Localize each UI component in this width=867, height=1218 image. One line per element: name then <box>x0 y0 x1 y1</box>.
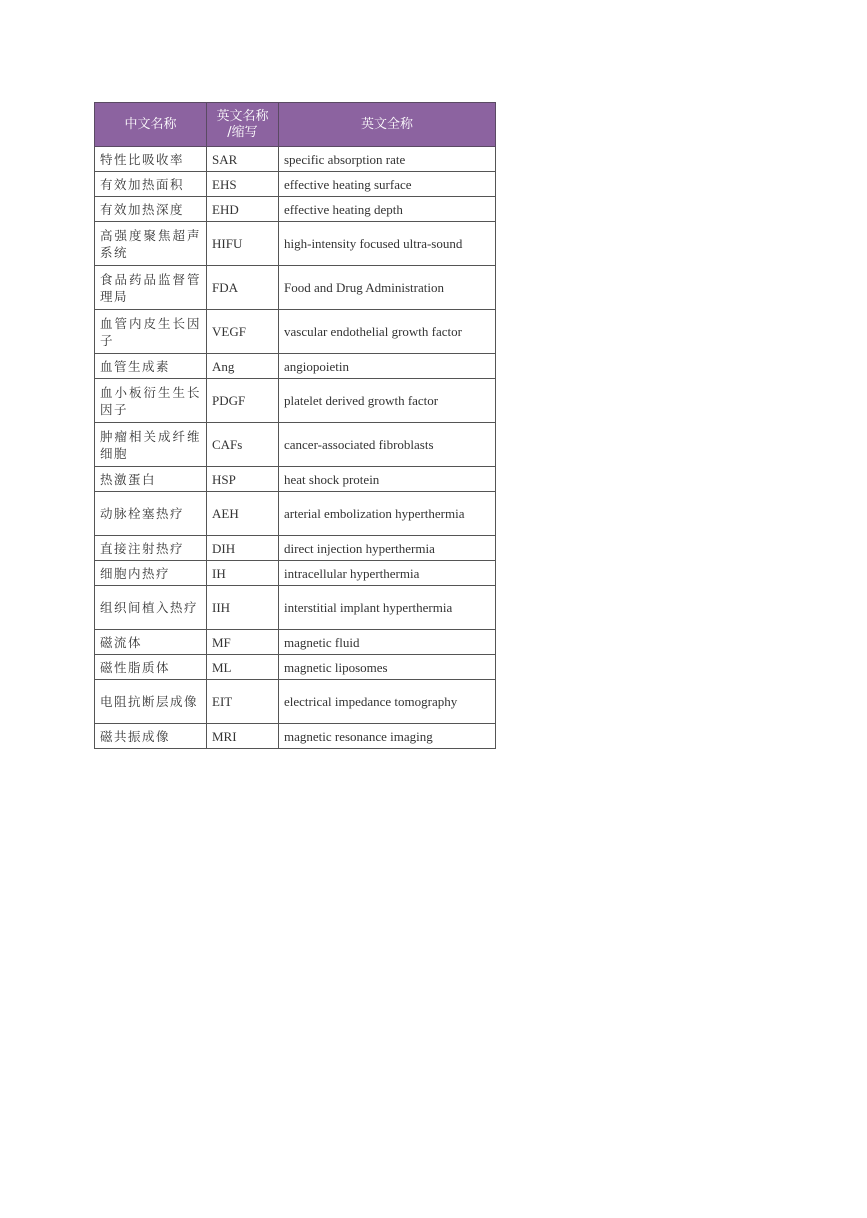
cell-abbreviation: HSP <box>207 467 279 492</box>
cell-chinese-name: 动脉栓塞热疗 <box>95 492 207 536</box>
table-row <box>95 310 496 354</box>
cell-chinese-name: 磁流体 <box>95 630 207 655</box>
cell-english-full: specific absorption rate <box>279 147 496 172</box>
table-row <box>95 680 496 724</box>
cell-chinese-name: 组织间植入热疗 <box>95 586 207 630</box>
cell-chinese-name: 血小板衍生生长因子 <box>95 379 207 423</box>
cell-abbreviation: EHD <box>207 197 279 222</box>
cell-chinese-name: 电阻抗断层成像 <box>95 680 207 724</box>
cell-english-full: effective heating depth <box>279 197 496 222</box>
header-chinese-name: 中文名称 <box>95 103 207 147</box>
cell-english-full: intracellular hyperthermia <box>279 561 496 586</box>
header-english-abbr <box>207 103 279 147</box>
cell-chinese-name: 直接注射热疗 <box>95 536 207 561</box>
cell-abbreviation: FDA <box>207 266 279 310</box>
cell-abbreviation: PDGF <box>207 379 279 423</box>
cell-chinese-name: 细胞内热疗 <box>95 561 207 586</box>
table-row <box>95 423 496 467</box>
cell-english-full: magnetic liposomes <box>279 655 496 680</box>
cell-chinese-name: 高强度聚焦超声系统 <box>95 222 207 266</box>
cell-english-full: direct injection hyperthermia <box>279 536 496 561</box>
header-english-full: 英文全称 <box>279 103 496 147</box>
table-row <box>95 467 496 492</box>
table-row <box>95 724 496 749</box>
cell-english-full: heat shock protein <box>279 467 496 492</box>
cell-abbreviation: MF <box>207 630 279 655</box>
table-row <box>95 379 496 423</box>
cell-abbreviation: HIFU <box>207 222 279 266</box>
table-row <box>95 197 496 222</box>
cell-english-full: arterial embolization hyperthermia <box>279 492 496 536</box>
cell-english-full: angiopoietin <box>279 354 496 379</box>
abbreviation-table <box>94 102 496 749</box>
cell-english-full: vascular endothelial growth factor <box>279 310 496 354</box>
cell-chinese-name: 有效加热深度 <box>95 197 207 222</box>
table-row <box>95 222 496 266</box>
cell-abbreviation: AEH <box>207 492 279 536</box>
cell-chinese-name: 肿瘤相关成纤维细胞 <box>95 423 207 467</box>
cell-chinese-name: 特性比吸收率 <box>95 147 207 172</box>
cell-english-full: magnetic fluid <box>279 630 496 655</box>
table-row <box>95 630 496 655</box>
table-row <box>95 492 496 536</box>
table-header-row <box>95 103 496 147</box>
cell-abbreviation: Ang <box>207 354 279 379</box>
cell-english-full: electrical impedance tomography <box>279 680 496 724</box>
table-row <box>95 561 496 586</box>
table-row <box>95 536 496 561</box>
cell-chinese-name: 血管内皮生长因子 <box>95 310 207 354</box>
table-row <box>95 655 496 680</box>
header-english-abbr-line2: /缩写 <box>227 124 258 140</box>
cell-chinese-name: 有效加热面积 <box>95 172 207 197</box>
cell-english-full: cancer-associated fibroblasts <box>279 423 496 467</box>
cell-english-full: Food and Drug Administration <box>279 266 496 310</box>
cell-english-full: magnetic resonance imaging <box>279 724 496 749</box>
cell-english-full: platelet derived growth factor <box>279 379 496 423</box>
cell-abbreviation: ML <box>207 655 279 680</box>
cell-english-full: interstitial implant hyperthermia <box>279 586 496 630</box>
cell-abbreviation: MRI <box>207 724 279 749</box>
cell-chinese-name: 磁性脂质体 <box>95 655 207 680</box>
cell-english-full: effective heating surface <box>279 172 496 197</box>
table-row <box>95 266 496 310</box>
cell-abbreviation: SAR <box>207 147 279 172</box>
cell-abbreviation: VEGF <box>207 310 279 354</box>
cell-chinese-name: 血管生成素 <box>95 354 207 379</box>
cell-abbreviation: EIT <box>207 680 279 724</box>
cell-abbreviation: IH <box>207 561 279 586</box>
table-row <box>95 586 496 630</box>
cell-abbreviation: EHS <box>207 172 279 197</box>
table-row <box>95 147 496 172</box>
cell-chinese-name: 磁共振成像 <box>95 724 207 749</box>
cell-chinese-name: 食品药品监督管理局 <box>95 266 207 310</box>
table-row <box>95 354 496 379</box>
cell-chinese-name: 热激蛋白 <box>95 467 207 492</box>
cell-english-full: high-intensity focused ultra-sound <box>279 222 496 266</box>
table-row <box>95 172 496 197</box>
cell-abbreviation: DIH <box>207 536 279 561</box>
cell-abbreviation: IIH <box>207 586 279 630</box>
cell-abbreviation: CAFs <box>207 423 279 467</box>
header-english-abbr-line1: 英文名称 <box>216 108 269 124</box>
